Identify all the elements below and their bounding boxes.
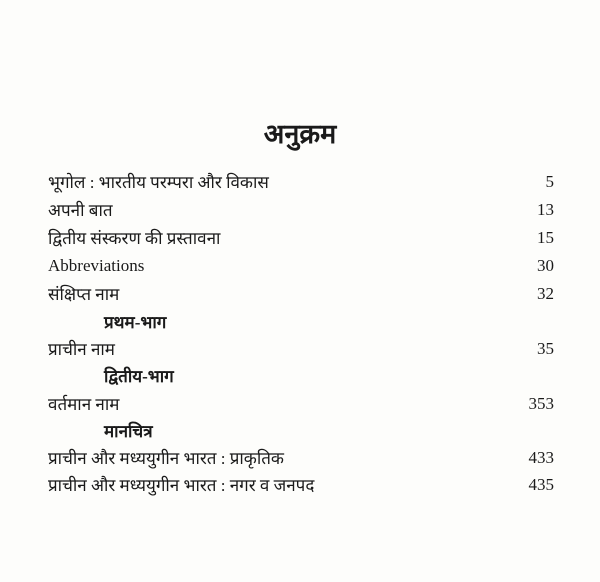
toc-entry-page: 15 (537, 227, 554, 247)
section-heading-label: मानचित्र (104, 422, 153, 441)
section-heading-label: प्रथम-भाग (104, 313, 167, 332)
section-heading (104, 308, 554, 335)
section-heading-label: द्वितीय-भाग (104, 367, 174, 386)
toc-entry (48, 280, 554, 307)
toc-entry-label: अपनी बात (48, 201, 113, 220)
toc-entry-page: 13 (537, 199, 554, 219)
toc-entry (48, 471, 554, 498)
toc-entry (48, 444, 554, 471)
toc-entry-page: 30 (537, 255, 554, 275)
toc-entry-label: भूगोल : भारतीय परम्परा और विकास (48, 173, 269, 192)
toc-entry-page: 32 (537, 283, 554, 303)
toc-entry-page: 35 (537, 338, 554, 358)
toc-entry-page: 5 (545, 171, 554, 191)
page-title: अनुक्रम (263, 119, 337, 149)
toc-entry (48, 196, 554, 223)
toc-entry (48, 224, 554, 251)
toc-entry-page: 435 (528, 474, 554, 494)
toc-entry-page: 353 (528, 393, 554, 413)
section-heading (104, 417, 554, 444)
toc-entry-label: Abbreviations (48, 255, 145, 275)
toc-entry (48, 252, 554, 279)
toc-entry-label: प्राचीन और मध्ययुगीन भारत : नगर व जनपद (48, 476, 315, 495)
toc-entry-page: 433 (528, 447, 554, 467)
toc-entry (48, 390, 554, 417)
toc-entry (48, 335, 554, 362)
toc-entry-label: संक्षिप्त नाम (48, 285, 120, 304)
toc-entry-label: वर्तमान नाम (48, 395, 120, 414)
toc-entry-label: प्राचीन नाम (48, 340, 115, 359)
toc-entry-label: प्राचीन और मध्ययुगीन भारत : प्राकृतिक (48, 449, 284, 468)
section-heading (104, 362, 554, 389)
toc-entry (48, 168, 554, 195)
toc-entry-label: द्वितीय संस्करण की प्रस्तावना (48, 229, 221, 248)
